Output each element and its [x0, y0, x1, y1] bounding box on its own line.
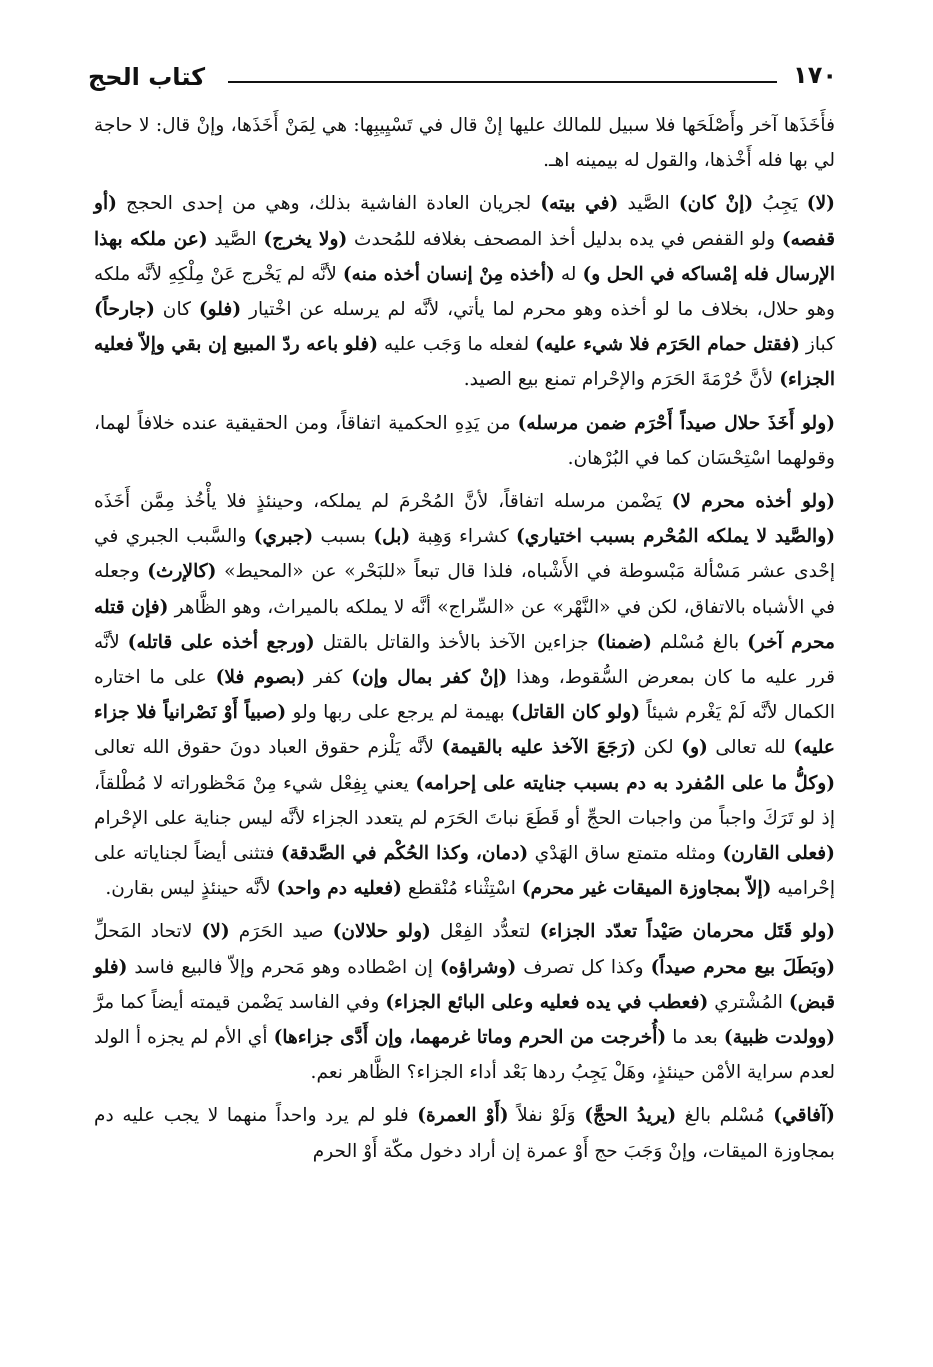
matn-text: (لا) [201, 921, 230, 943]
sharh-text: لجريان العادة الفاشية بذلك، وهي من إحدى الحجج [116, 193, 541, 215]
matn-text: (آفاقي) [773, 1105, 835, 1127]
sharh-text: وَلَوْ نفلاً [508, 1105, 585, 1127]
matn-text: (رَجَعَ الآخذ عليه بالقيمة) [441, 737, 637, 759]
paragraph [94, 406, 835, 476]
sharh-text: وجعله في الأشباه بالاتفاق، لكن في «النَّهْر» عن «السِّراج» أنَّه لا يملكه بالميراث، وهو الظَّاهر [94, 561, 835, 618]
matn-text: (لا) [806, 193, 835, 215]
matn-text: (ولو حلالان) [332, 921, 431, 943]
sharh-text: إن اصْطاده وهو مَحرم وإلاّ فالبيع فاسد [127, 956, 440, 978]
sharh-text: لأنَّ حُرْمَةَ الحَرَم والإحْرام تمنع بيع الصيد. [463, 369, 780, 391]
matn-text: (ولو أَخَذَ حلال صيداً أَحْرَم ضمن مرسله) [517, 412, 835, 434]
matn-text: (فقتل حمام الحَرَم فلا شيء عليه) [535, 334, 800, 356]
matn-text: (إنْ كان) [678, 193, 754, 215]
sharh-text: يعني بِفِعْل شيء مِنْ مَحْظوراته لا مُطْلقاً، إذ لو تَرَكَ واجباً من واجبات الحجِّ أو قَطَعَ نباتَ الحَرَم لم يتعدد الجزاء لأنَّه ليس جناية على الإحْرام [94, 772, 835, 829]
paragraph [94, 108, 835, 178]
sharh-text: يَجِبُ [753, 193, 807, 215]
sharh-text: كان [154, 299, 199, 321]
matn-text: (ولا يخرج) [263, 228, 348, 250]
matn-text: (فلو قبض) [94, 956, 835, 1013]
sharh-text: الصَّيد [207, 228, 264, 250]
matn-text: (و) [681, 737, 708, 759]
sharh-text: ومثله متمتع ساق الهَدْي [528, 843, 723, 865]
page-number: ١٧٠ [793, 61, 837, 89]
matn-text: (في بيته) [540, 193, 619, 215]
matn-text: (فعطب في يده فعليه وعلى البائع الجزاء) [385, 991, 709, 1013]
matn-text: (ضمنا) [596, 631, 652, 653]
sharh-text: فأَخَذَها آخر وأَصْلَحَها فلا سبيل للمالك عليها إنْ قال في تَسْيِيبِها: هي لِمَنْ أَخَذَها، وإنْ قال: لا حاجة لي بها فله أَخْذها، والقول له بيمينه اهـ. [94, 115, 835, 172]
sharh-text: لكن [636, 737, 682, 759]
matn-text: (صبياً أَوْ نَصْرانياً فلا جزاء عليه) [94, 702, 835, 759]
sharh-text: الصَّيد [618, 193, 679, 215]
sharh-text: لله تعالى [707, 737, 794, 759]
page-header [88, 55, 837, 95]
header-rule [228, 81, 777, 83]
matn-text: (ورجع أخذه على قاتله) [127, 631, 315, 653]
matn-text: (فإن قتله محرم آخر) [94, 596, 835, 653]
paragraph [94, 1098, 835, 1168]
sharh-text: لاتحاد المَحلِّ [94, 921, 202, 943]
sharh-text: المُشْتري [708, 991, 789, 1013]
matn-text: (عن ملكه بهذا الإرسال فله إمْساكه في الحل و) [94, 228, 835, 285]
matn-text: (وبَطَلَ بيع محرم صيداً) [650, 956, 835, 978]
sharh-text: لتعدُّد الفِعْل [430, 921, 540, 943]
sharh-text: فتثنى أيضاً لجناياته على إحْراميه [94, 843, 835, 900]
matn-text: (بل) [373, 526, 411, 548]
sharh-text: لأنَّه يَلْزم حقوق العباد دونَ حقوق الله تعالى [94, 737, 442, 759]
matn-text: (فعليه دم واحد) [276, 878, 402, 900]
matn-text: (ولو كان القاتل) [510, 702, 641, 724]
matn-text: (ولو أخذه محرم لا) [671, 491, 835, 513]
matn-text: (والصَّيد لا يملكه المُحْرم بسبب اختياري) [516, 526, 836, 548]
sharh-text: كشراء وَهِبة [410, 526, 516, 548]
matn-text: (بصوم فلا) [215, 667, 306, 689]
sharh-text: ولو القفص في يده بدليل أخذ المصحف بغلافه للمُحدث [347, 228, 782, 250]
matn-text: (ولو قَتَل محرمان صَيْداً تعدّد الجزاء) [539, 921, 836, 943]
matn-text: (وكلُّ ما على المُفرد به دم بسبب جنايته على إحرامه) [415, 772, 835, 794]
sharh-text: لأنَّه قرر عليه ما كان بمعرض السُّقوط، وهذا [94, 631, 836, 689]
sharh-text: لفعله ما وَجَب عليه [378, 334, 536, 356]
sharh-text: له [554, 263, 583, 285]
sharh-text: كباز [799, 334, 836, 356]
sharh-text: على ما اختاره الكمال لأنَّه لَمْ يَغْرم شيئاً [94, 667, 836, 724]
sharh-text: والسَّبب الجبري في إحْدى عشر مَسْألة مَبْسوطة في الأَشْباه، فلذا قال تبعاً «للبَحْر» عن «المحيط» [94, 526, 835, 583]
sharh-text: كفر [305, 667, 352, 689]
sharh-text: يَضْمن مرسله اتفاقاً، لأنَّ المُحْرمَ لم يملكه، وحينئذٍ فلا يأْخُذ مِمَّن أَخَذَه [94, 491, 672, 513]
matn-text: (أخذه مِنْ إنسان أخذه منه) [342, 263, 555, 285]
matn-text: (دمان، وكذا الحُكْم في الصَّدقة) [280, 843, 529, 865]
sharh-text: فلو لم يرد واحداً منهما لا يجب عليه دم بمجاوزة الميقات، وإنْ وَجَبَ حج أَوْ عمرة إن أراد دخول مكّة أَوْ الحرم [94, 1105, 835, 1162]
matn-text: (إنْ كفر بمال وإن) [351, 667, 508, 689]
page-body [94, 108, 835, 1177]
matn-text: (إلاّ بمجاوزة الميقات غير محرم) [521, 878, 772, 900]
matn-text: (كالإرث) [147, 561, 217, 583]
matn-text: (فلو باعه ردّ المبيع إن بقي وإلاّ فعليه الجزاء) [94, 334, 835, 391]
sharh-text: بهيمة لم يرجع على ربها ولو [286, 702, 511, 724]
matn-text: (وولدت ظبية) [723, 1027, 835, 1049]
sharh-text: لأنَّه لم يَخْرج عَنْ مِلْكِهِ لأنَّه ملكه وهو حلال، بخلاف ما لو أخذه وهو محرم لما يأتي، لأنَّه لم يرسله عن اخْتيار [94, 263, 836, 321]
matn-text: (أَوْ العمرة) [417, 1105, 509, 1127]
matn-text: (أُخرجت من الحرم وماتا غرمهما، وإن أَدَّى جزاءها) [273, 1027, 667, 1049]
matn-text: (جارحاً) [94, 299, 155, 321]
sharh-text: اسْتِثْناء مُنْقطع [401, 878, 522, 900]
sharh-text: لأنَّه حينئذٍ ليس بقارن. [105, 878, 277, 900]
sharh-text: مُسْلم بالغ [676, 1105, 774, 1127]
sharh-text: أي الأم لم يجزه أ الولد لعدم سراية الأمْن حينئذٍ، وهَلْ يَجِبُ ردها بَعْد أداء الجزاء؟ الظَّاهر نعم. [94, 1027, 835, 1084]
matn-text: (جبري) [253, 526, 314, 548]
sharh-text: بسبب [313, 526, 374, 548]
sharh-text: جزاءين الآخذ بالأخذ والقاتل بالقتل [314, 631, 597, 653]
matn-text: (فعلى القارن) [722, 843, 835, 865]
paragraph [94, 186, 835, 397]
sharh-text: صيد الحَرَم [229, 921, 333, 943]
paragraph [94, 914, 835, 1090]
paragraph [94, 484, 835, 906]
sharh-text: بالغ مُسْلم [651, 631, 748, 653]
running-title: كتاب الحج [88, 63, 206, 91]
matn-text: (أو قفصه) [94, 193, 835, 250]
sharh-text: وكذا كل تصرف [516, 956, 651, 978]
matn-text: (فلو) [198, 299, 242, 321]
sharh-text: وفي الفاسد يَضْمن قيمته أيضاً كما مرَّ [94, 991, 386, 1013]
matn-text: (وشراؤه) [439, 956, 517, 978]
sharh-text: من يَدِهِ الحكمية اتفاقاً، ومن الحقيقية عنده خلافاً لهما، وقولهما اسْتِحْسَان كما في البُرْهان. [94, 412, 835, 469]
matn-text: (يريدُ الحجَّ) [584, 1105, 677, 1127]
sharh-text: بعد ما [666, 1027, 724, 1049]
